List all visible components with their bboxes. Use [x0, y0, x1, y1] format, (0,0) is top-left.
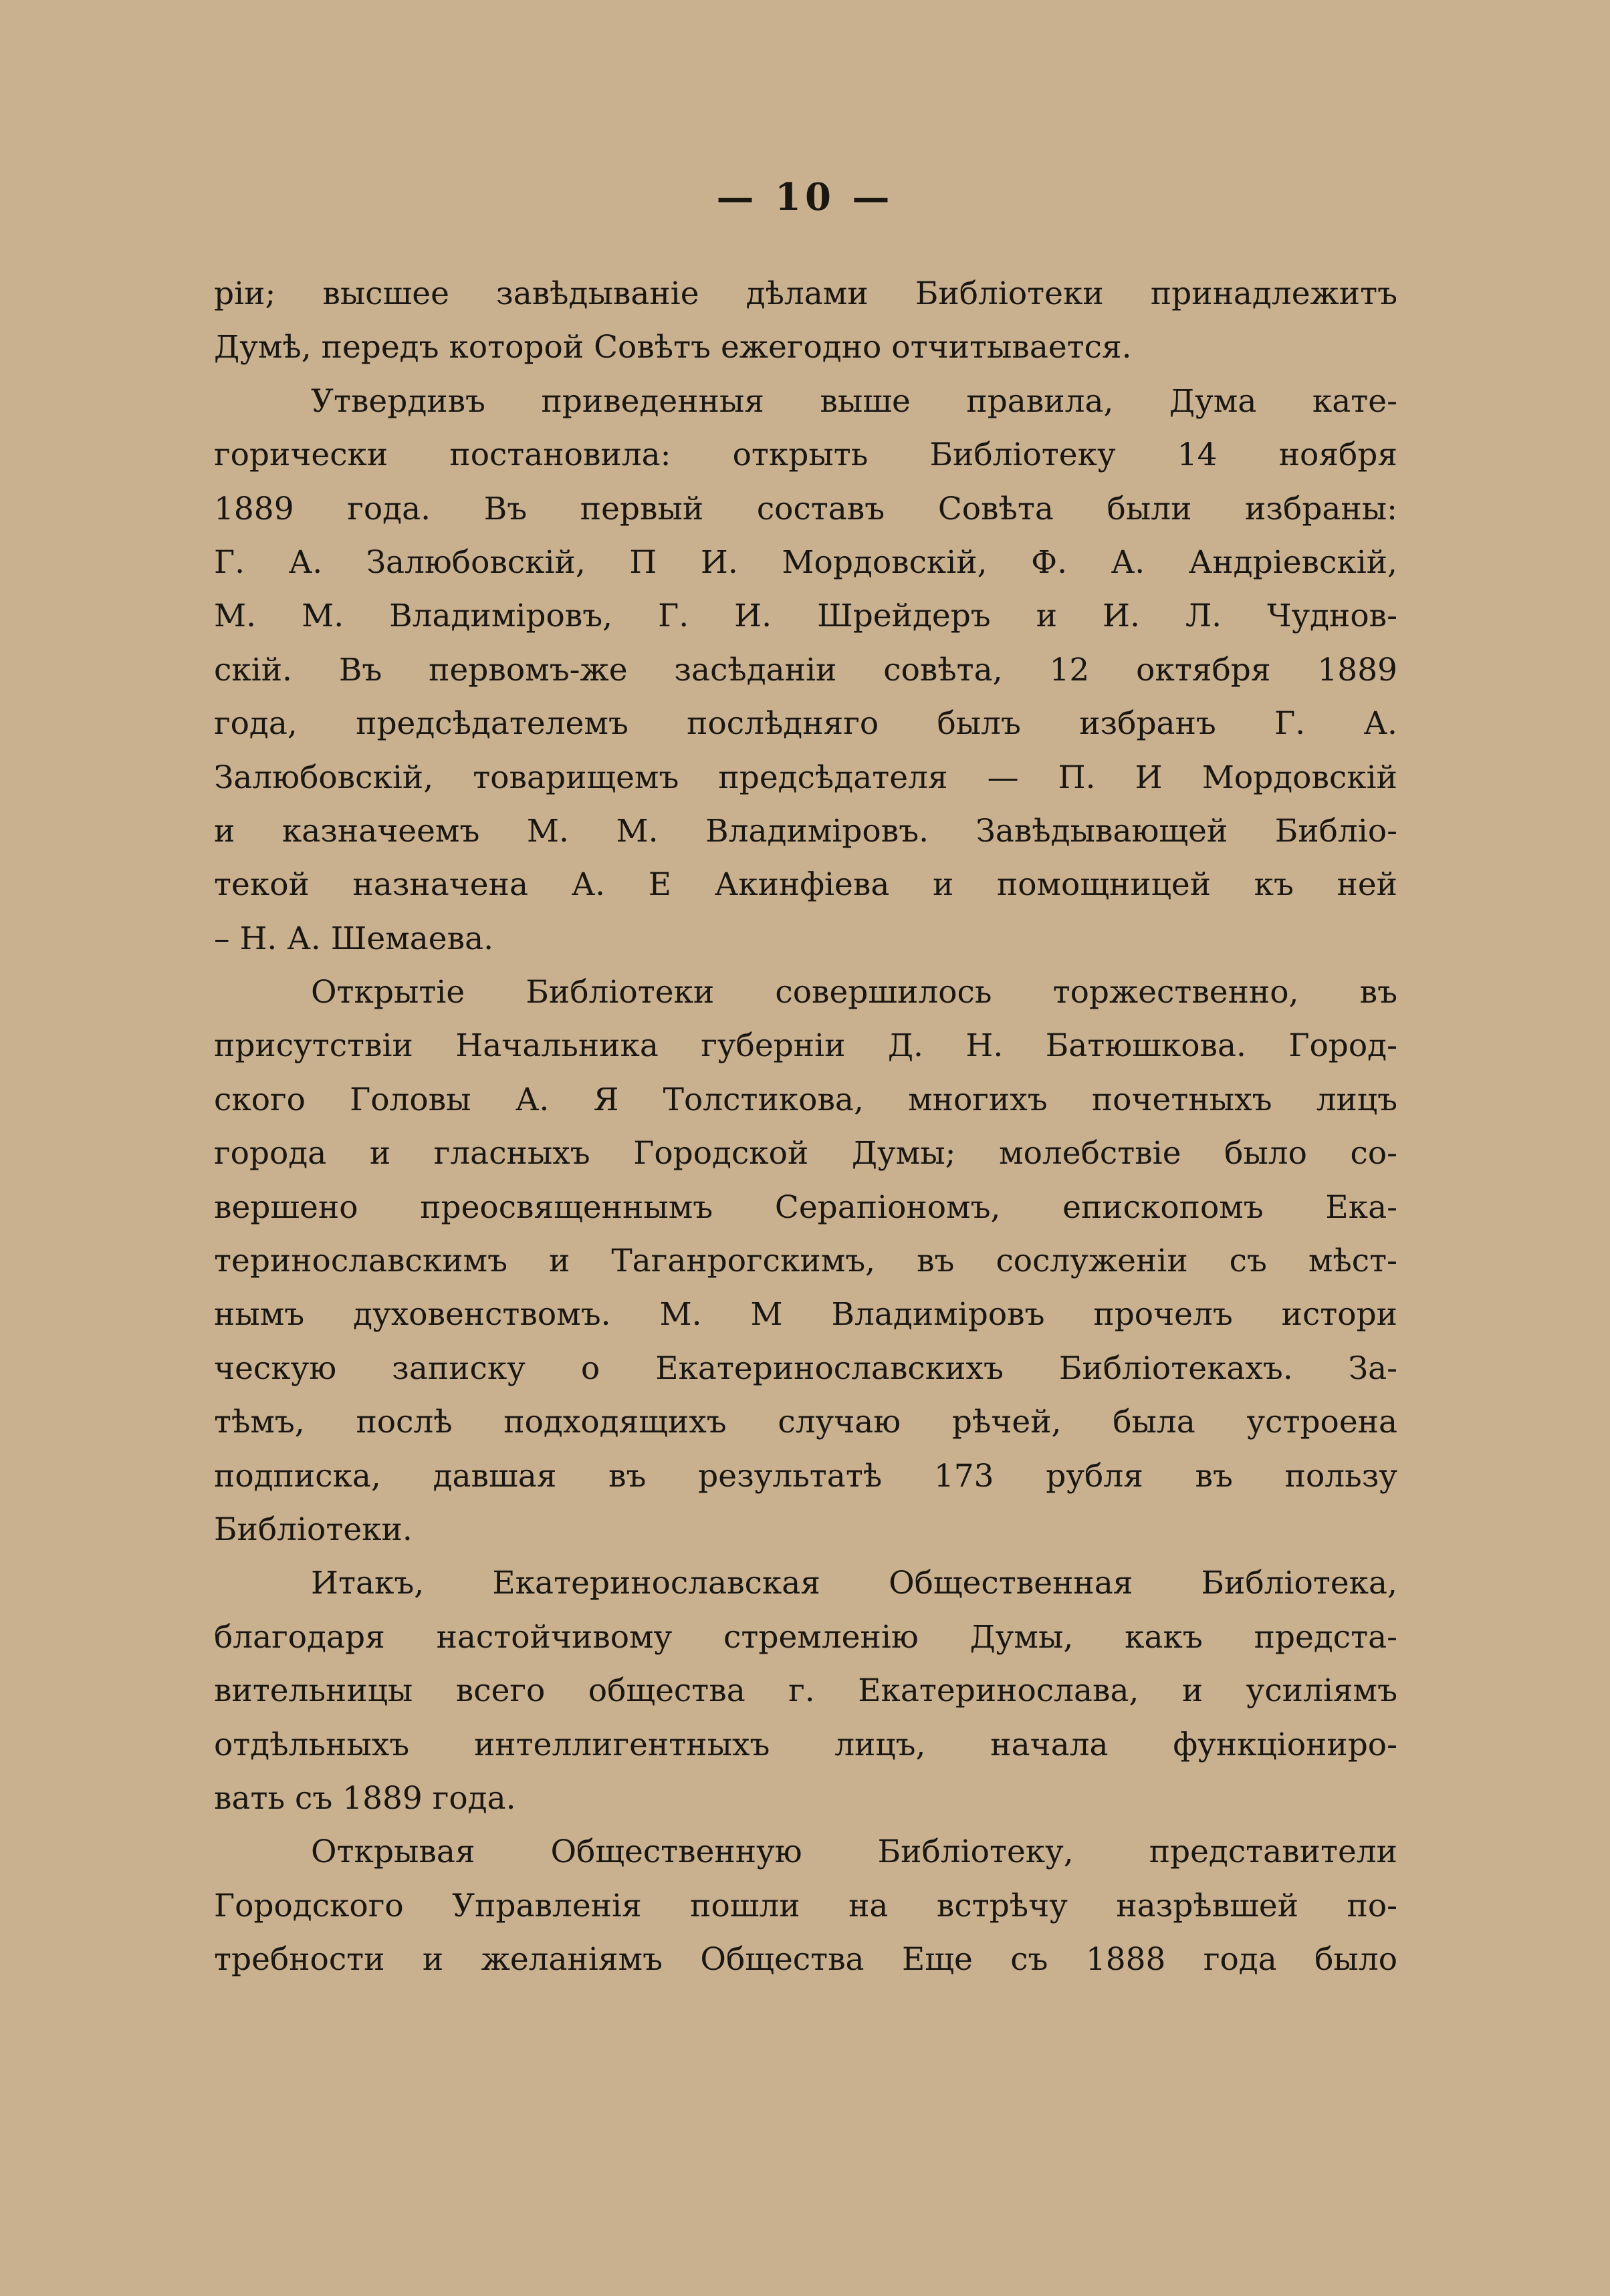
text-line: вать съ 1889 года. [214, 1779, 516, 1817]
text-line: подписка, давшая въ результатѣ 173 рубля въ пользу [214, 1457, 1397, 1495]
text-line: тѣмъ, послѣ подходящихъ случаю рѣчей, была устроена [214, 1404, 1397, 1441]
text-line: отдѣльныхъ интеллигентныхъ лицъ, начала функціониро- [214, 1726, 1397, 1763]
text-line: Залюбовскій, товарищемъ предсѣдателя — П. И Мордовскій [214, 759, 1397, 796]
text-line: вершено преосвященнымъ Серапіономъ, епископомъ Ека- [214, 1188, 1397, 1226]
text-line: Библіотеки. [214, 1511, 413, 1548]
text-line: вительницы всего общества г. Екатеринослава, и усиліямъ [214, 1672, 1397, 1710]
text-line: – Н. А. Шемаева. [214, 920, 494, 957]
text-line: ского Головы А. Я Толстикова, многихъ почетныхъ лицъ [214, 1081, 1397, 1118]
text-line: Утвердивъ приведенныя выше правила, Дума кате- [311, 382, 1397, 420]
text-line: города и гласныхъ Городской Думы; молебствіе было со- [214, 1135, 1397, 1172]
text-line: Г. А. Залюбовскій, П И. Мордовскій, Ф. А. Андріевскій, [214, 543, 1397, 581]
text-line: Открытіе Библіотеки совершилось торжественно, въ [311, 974, 1397, 1011]
text-line: Думѣ, передъ которой Совѣтъ ежегодно отчитывается. [214, 329, 1132, 366]
text-line: Итакъ, Екатеринославская Общественная Библіотека, [311, 1565, 1397, 1602]
text-line: года, предсѣдателемъ послѣдняго былъ избранъ Г. А. [214, 705, 1397, 743]
text-line: требности и желаніямъ Общества Еще съ 1888 года было [214, 1941, 1397, 1979]
text-line: 1889 года. Въ первый составъ Совѣта были избраны: [214, 490, 1397, 527]
text-line: горически постановила: открыть Библіотеку 14 ноября [214, 436, 1397, 474]
text-line: и казначеемъ М. М. Владиміровъ. Завѣдывающей Библіо- [214, 812, 1397, 850]
body-text [214, 267, 1397, 1987]
text-line: Городского Управленія пошли на встрѣчу назрѣвшей по- [214, 1887, 1397, 1924]
text-line: благодаря настойчивому стремленію Думы, какъ предста- [214, 1618, 1397, 1656]
text-line: ріи; высшее завѣдываніе дѣлами Библіотеки принадлежитъ [214, 275, 1397, 312]
text-line: Открывая Общественную Библіотеку, представители [311, 1833, 1397, 1871]
page-number: — 10 — [716, 175, 894, 219]
text-line: текой назначена А. Е Акинфіева и помощницей къ ней [214, 866, 1397, 904]
text-line: теринославскимъ и Таганрогскимъ, въ сослуженіи съ мѣст- [214, 1243, 1397, 1280]
text-line: нымъ духовенствомъ. М. М Владиміровъ прочелъ истори [214, 1296, 1397, 1333]
text-line: скій. Въ первомъ-же засѣданіи совѣта, 12 октября 1889 [214, 651, 1397, 688]
text-line: М. М. Владиміровъ, Г. И. Шрейдеръ и И. Л. Чуднов- [214, 598, 1397, 635]
text-line: присутствіи Начальника губерніи Д. Н. Батюшкова. Город- [214, 1027, 1397, 1065]
text-line: ческую записку о Екатеринославскихъ Библіотекахъ. За- [214, 1350, 1397, 1387]
